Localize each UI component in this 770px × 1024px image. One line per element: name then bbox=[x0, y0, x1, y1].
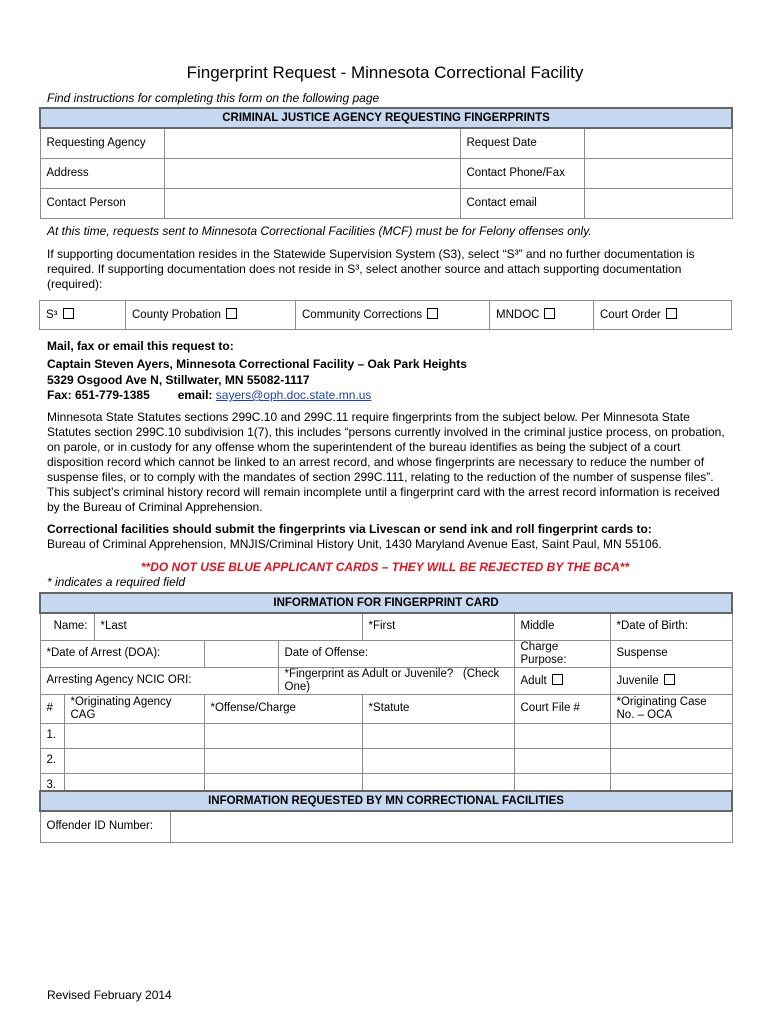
felony-note: At this time, requests sent to Minnesota Correctional Facilities (MCF) must be for Felony offenses only. bbox=[47, 224, 592, 238]
contact-phone-field[interactable] bbox=[584, 158, 732, 188]
mn-section-header: INFORMATION REQUESTED BY MN CORRECTIONAL FACILITIES bbox=[40, 791, 732, 811]
ori-field[interactable] bbox=[40, 667, 278, 694]
contact-email-label: Contact email bbox=[460, 188, 584, 218]
mn-info-table bbox=[39, 790, 733, 843]
middle-name-field[interactable] bbox=[514, 613, 610, 640]
fp-section-header: INFORMATION FOR FINGERPRINT CARD bbox=[40, 593, 732, 613]
middle-name-label: Middle bbox=[520, 620, 555, 633]
row-number: 3. bbox=[40, 773, 64, 798]
contact-phone-label: Contact Phone/Fax bbox=[460, 158, 584, 188]
source-county-probation bbox=[126, 301, 296, 330]
statutes-text: Minnesota State Statutes sections 299C.10 and 299C.11 require fingerprints from the subject below. Per Minnesota State Statutes section 299C.10 subdivision 1(7), this includes “persons currently involved in the criminal justice process, on probation, on parole, or in custody for any offense whom the superintendent of the bureau identifies as being the subject of a court disposition record which cannot be linked to an arrest record, and whose fingerprints are necessary to reduce the number of suspense files, or to comply with the mandates of section 299C.111, relating to the reduction of the number of suspense files”. This subject’s criminal history record will remain incomplete until a fingerprint card with the arrest record information is received by the Bureau of Criminal Apprehension. bbox=[47, 410, 725, 514]
last-name-label: *Last bbox=[100, 620, 127, 633]
doa-label: *Date of Arrest (DOA): bbox=[46, 647, 161, 659]
name-label: Name: bbox=[40, 613, 94, 640]
table-row bbox=[40, 748, 732, 773]
doo-label: Date of Offense: bbox=[284, 647, 369, 659]
col-oca-header: *Originating Case No. – OCA bbox=[610, 694, 732, 723]
county-probation-label: County Probation bbox=[132, 309, 221, 321]
offense-field[interactable] bbox=[204, 723, 362, 748]
suspense-value: Suspense bbox=[610, 640, 732, 667]
revision-footer: Revised February 2014 bbox=[47, 988, 172, 1002]
required-note: * indicates a required field bbox=[47, 575, 186, 589]
warning-text: **DO NOT USE BLUE APPLICANT CARDS – THEY WILL BE REJECTED BY THE BCA** bbox=[140, 560, 630, 574]
court-order-checkbox[interactable] bbox=[666, 308, 677, 319]
source-community-corrections bbox=[296, 301, 490, 330]
last-name-field[interactable] bbox=[94, 613, 362, 640]
mndoc-checkbox[interactable] bbox=[544, 308, 555, 319]
address-label: Address bbox=[40, 158, 164, 188]
juvenile-option bbox=[610, 667, 732, 694]
facilities-address: Bureau of Criminal Apprehension, MNJIS/Criminal History Unit, 1430 Maryland Avenue East, Saint Paul, MN 55106. bbox=[47, 537, 662, 551]
check-one-label: (Check One) bbox=[284, 667, 500, 693]
email-link[interactable]: sayers@oph.doc.state.mn.us bbox=[215, 388, 372, 402]
court-order-label: Court Order bbox=[600, 309, 661, 321]
community-corrections-checkbox[interactable] bbox=[427, 308, 438, 319]
mndoc-label: MNDOC bbox=[496, 309, 540, 321]
fax-line: Fax: 651-779-1385 bbox=[47, 388, 150, 402]
county-probation-checkbox[interactable] bbox=[226, 308, 237, 319]
statute-field[interactable] bbox=[362, 748, 514, 773]
col-court-file-header: Court File # bbox=[514, 694, 610, 723]
requesting-agency-field[interactable] bbox=[164, 128, 460, 158]
row-number: 1. bbox=[40, 723, 64, 748]
mail-address-line: 5329 Osgood Ave N, Stillwater, MN 55082-1117 bbox=[47, 373, 310, 387]
s3-checkbox[interactable] bbox=[63, 308, 74, 319]
ori-label: Arresting Agency NCIC ORI: bbox=[46, 674, 192, 686]
first-name-field[interactable] bbox=[362, 613, 514, 640]
agency-table bbox=[39, 107, 733, 219]
facilities-bold: Correctional facilities should submit the fingerprints via Livescan or send ink and roll fingerprint cards to: bbox=[47, 522, 652, 536]
offender-id-label: Offender ID Number: bbox=[40, 811, 170, 842]
mail-contact-line bbox=[47, 388, 727, 403]
offender-id-field[interactable] bbox=[170, 811, 732, 842]
requesting-agency-label: Requesting Agency bbox=[40, 128, 164, 158]
source-s3-label: S³ bbox=[46, 309, 58, 321]
source-mndoc bbox=[490, 301, 594, 330]
adult-checkbox[interactable] bbox=[552, 674, 563, 685]
supporting-doc-text: If supporting documentation resides in the Statewide Supervision System (S3), select “S³” and no further documentation is required. If supporting documentation does not reside in S³, select another source and attach supporting documentation (required): bbox=[47, 247, 695, 291]
adult-juvenile-label: *Fingerprint as Adult or Juvenile? bbox=[284, 667, 454, 680]
cag-field[interactable] bbox=[64, 748, 204, 773]
contact-email-field[interactable] bbox=[584, 188, 732, 218]
doa-value-field[interactable] bbox=[204, 640, 278, 667]
address-field[interactable] bbox=[164, 158, 460, 188]
mail-name-line: Captain Steven Ayers, Minnesota Correctional Facility – Oak Park Heights bbox=[47, 357, 467, 371]
row-number: 2. bbox=[40, 748, 64, 773]
page-title: Fingerprint Request - Minnesota Correctional Facility bbox=[186, 63, 584, 82]
dob-label: *Date of Birth: bbox=[616, 620, 689, 633]
adult-label: Adult bbox=[520, 674, 547, 687]
doa-field[interactable] bbox=[40, 640, 204, 667]
doo-field[interactable] bbox=[278, 640, 514, 667]
contact-person-field[interactable] bbox=[164, 188, 460, 218]
community-corrections-label: Community Corrections bbox=[302, 309, 423, 321]
source-court-order bbox=[594, 301, 732, 330]
first-name-label: *First bbox=[368, 620, 396, 633]
oca-field[interactable] bbox=[610, 748, 732, 773]
table-row bbox=[40, 723, 732, 748]
offense-field[interactable] bbox=[204, 748, 362, 773]
request-date-field[interactable] bbox=[584, 128, 732, 158]
instructions-note: Find instructions for completing this form on the following page bbox=[47, 91, 380, 105]
col-num-header: # bbox=[40, 694, 64, 723]
oca-field[interactable] bbox=[610, 723, 732, 748]
charge-purpose-label: Charge Purpose: bbox=[514, 640, 610, 667]
agency-section-header: CRIMINAL JUSTICE AGENCY REQUESTING FINGERPRINTS bbox=[40, 108, 732, 128]
adult-option bbox=[514, 667, 610, 694]
mail-heading: Mail, fax or email this request to: bbox=[47, 339, 234, 353]
court-file-field[interactable] bbox=[514, 748, 610, 773]
juvenile-checkbox[interactable] bbox=[664, 674, 675, 685]
col-cag-header: *Originating Agency CAG bbox=[64, 694, 204, 723]
court-file-field[interactable] bbox=[514, 723, 610, 748]
source-table bbox=[39, 300, 732, 330]
col-offense-header: *Offense/Charge bbox=[204, 694, 362, 723]
fingerprint-info-table bbox=[39, 592, 733, 799]
statute-field[interactable] bbox=[362, 723, 514, 748]
dob-field[interactable] bbox=[610, 613, 732, 640]
cag-field[interactable] bbox=[64, 723, 204, 748]
email-label: email: bbox=[177, 388, 213, 402]
col-statute-header: *Statute bbox=[362, 694, 514, 723]
adult-juvenile-cell bbox=[278, 667, 514, 694]
contact-person-label: Contact Person bbox=[40, 188, 164, 218]
source-s3 bbox=[40, 301, 126, 330]
juvenile-label: Juvenile bbox=[616, 674, 659, 687]
request-date-label: Request Date bbox=[460, 128, 584, 158]
